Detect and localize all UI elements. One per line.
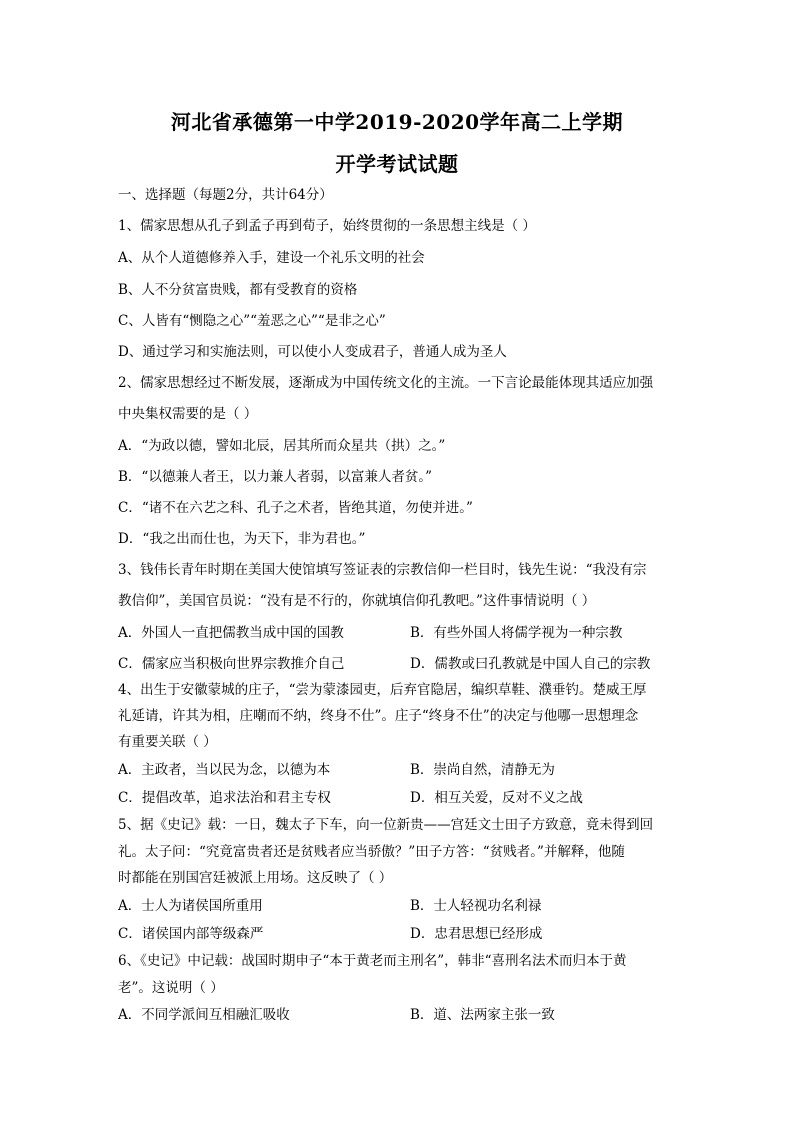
question-3-option-a: A．外国人一直把儒教当成中国的国教: [118, 625, 344, 641]
exam-subtitle: 开学考试试题: [335, 152, 459, 176]
question-2-option-a: A．“为政以德，譬如北辰，居其所而众星共（拱）之。”: [118, 438, 446, 454]
question-2-stem-line1: 2、儒家思想经过不断发展，逐渐成为中国传统文化的主流。一下言论最能体现其适应加强: [118, 375, 654, 391]
question-5-stem-line2: 礼。太子问：“究竟富贵者还是贫贱者应当骄傲？”田子方答：“贫贱者。”并解释，他随: [118, 844, 625, 860]
question-3-option-b: B．有些外国人将儒学视为一种宗教: [410, 625, 623, 641]
question-5-stem-line1: 5、据《史记》载：一日，魏太子下车，向一位新贵——宫廷文士田子方致意，竟未得到回: [118, 817, 654, 833]
question-5-option-d: D．忠君思想已经形成: [410, 926, 543, 942]
question-4-option-c: C．提倡改革，追求法治和君主专权: [118, 790, 331, 806]
question-1-option-d: D、通过学习和实施法则，可以使小人变成君子，普通人成为圣人: [118, 344, 507, 360]
exam-title: 河北省承德第一中学2019-2020学年高二上学期: [170, 110, 624, 134]
question-5-option-c: C．诸侯国内部等级森严: [118, 926, 264, 942]
question-6-stem-line1: 6、《史记》中记载：战国时期申子“本于黄老而主刑名”，韩非“喜刑名法术而归本于黄: [118, 953, 627, 969]
question-5-stem-line3: 时都能在别国宫廷被派上用场。这反映了（ ）: [118, 870, 393, 886]
question-5-option-a: A．士人为诸侯国所重用: [118, 898, 263, 914]
question-1-option-c: C、人皆有“恻隐之心”“羞恶之心”“是非之心”: [118, 313, 386, 329]
question-2-option-c: C．“诸不在六艺之科、孔子之术者，皆绝其道，勿使并进。”: [118, 500, 473, 516]
question-2-option-d: D．“我之出而仕也，为天下，非为君也。”: [118, 531, 366, 547]
question-6-option-b: B．道、法两家主张一致: [410, 1007, 555, 1023]
question-3-option-c: C．儒家应当积极向世界宗教推介自己: [118, 656, 345, 672]
section-heading: 一、选择题（每题2分，共计64分）: [118, 187, 333, 203]
question-4-stem-line1: 4、出生于安徽蒙城的庄子，“尝为蒙漆园吏，后弃官隐居，编织草鞋、濮垂钓。楚威王厚: [118, 682, 647, 698]
question-4-option-d: D．相互关爱，反对不义之战: [410, 790, 583, 806]
question-3-option-d: D．儒教或曰孔教就是中国人自己的宗教: [410, 656, 651, 672]
question-6-stem-line2: 老”。这说明（ ）: [118, 980, 224, 996]
question-3-stem-line1: 3、钱伟长青年时期在美国大使馆填写签证表的宗教信仰一栏目时，钱先生说：“我没有宗: [118, 562, 647, 578]
question-2-option-b: B．“以德兼人者王，以力兼人者弱，以富兼人者贫。”: [118, 469, 432, 485]
question-1-stem: 1、儒家思想从孔子到孟子再到荀子，始终贯彻的一条思想主线是（ ）: [118, 218, 536, 234]
question-3-stem-line2: 教信仰”，美国官员说：“没有是不行的，你就填信仰孔教吧。”这件事情说明（ ）: [118, 593, 596, 609]
question-1-option-b: B、人不分贫富贵贱，都有受教育的资格: [118, 282, 358, 298]
question-2-stem-line2: 中央集权需要的是（ ）: [118, 406, 258, 422]
question-4-option-b: B．崇尚自然，清静无为: [410, 762, 555, 778]
question-1-option-a: A、从个人道德修养入手，建设一个礼乐文明的社会: [118, 250, 425, 266]
question-5-option-b: B．士人轻视功名利禄: [410, 898, 542, 914]
question-4-option-a: A．主政者，当以民为念，以德为本: [118, 762, 331, 778]
question-4-stem-line2: 礼延请，许其为相，庄嘲而不纳，终身不仕”。庄子“终身不仕”的决定与他哪一思想理念: [118, 708, 639, 724]
question-4-stem-line3: 有重要关联（ ）: [118, 734, 217, 750]
question-6-option-a: A．不同学派间互相融汇吸收: [118, 1007, 290, 1023]
